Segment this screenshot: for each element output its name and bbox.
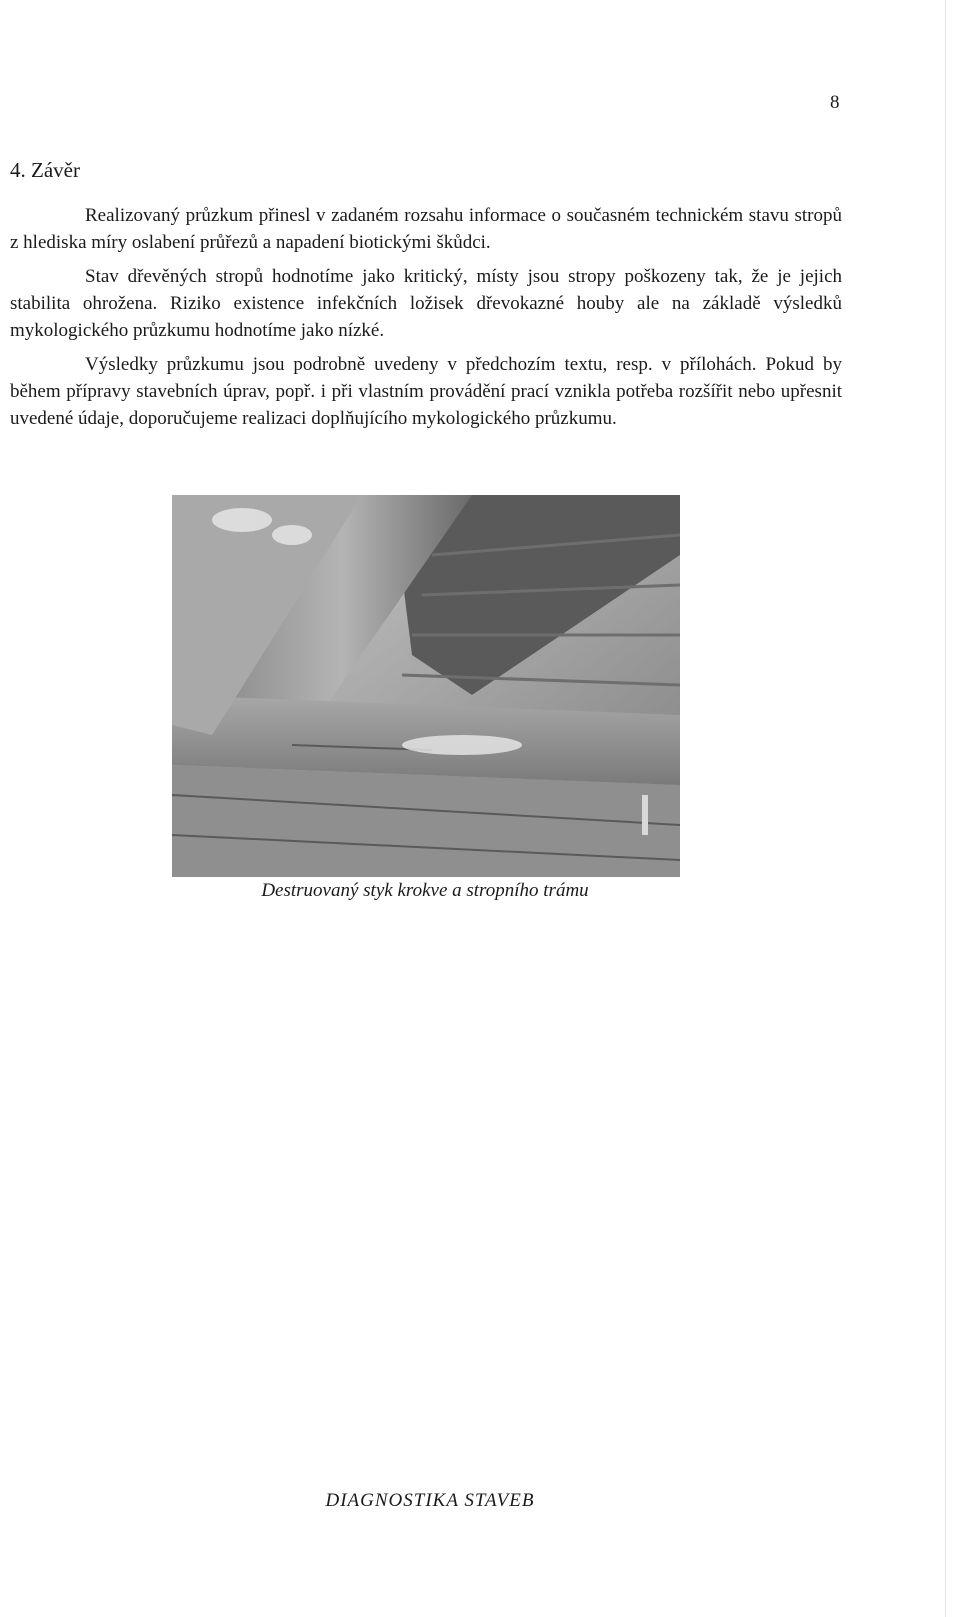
photo-caption: Destruovaný styk krokve a stropního trámu [261,880,589,901]
paragraph-2: Stav dřevěných stropů hodnotíme jako kritický, místy jsou stropy poškozeny tak, že je jejich stabilita ohrožena. Riziko existence infekčních ložisek dřevokazné houby ale na základě výsledků mykologického průzkumu hodnotíme jako nízké. [10,266,842,341]
scan-edge [945,0,946,1617]
damaged-beam-photo [172,495,680,877]
paragraph-3: Výsledky průzkumu jsou podrobně uvedeny v předchozím textu, resp. v přílohách. Pokud by během přípravy stavebních úprav, popř. i při vlastním provádění prací vznikla potřeba rozšířit nebo upřesnit uvedené údaje, doporučujeme realizaci doplňujícího mykologického průzkumu. [10,354,842,429]
page-number: 8 [830,92,840,113]
footer-company-name: DIAGNOSTIKA STAVEB [325,1490,535,1511]
paragraph-1: Realizovaný průzkum přinesl v zadaném rozsahu informace o současném technickém stavu stropů z hlediska míry oslabení průřezů a napadení biotickými škůdci. [10,205,842,253]
body-text [10,202,842,439]
section-heading: 4. Závěr [10,158,80,182]
